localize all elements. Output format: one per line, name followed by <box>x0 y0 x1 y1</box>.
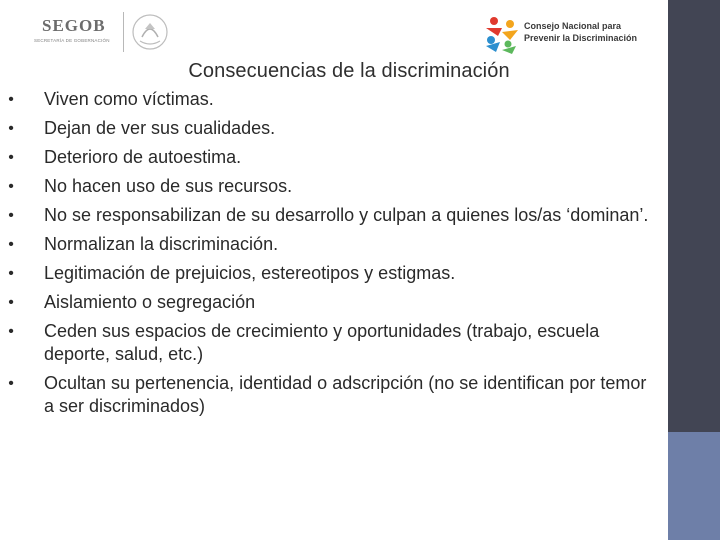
conapred-line-1: Consejo Nacional para <box>524 21 622 31</box>
segob-logo-word: SEGOB <box>42 16 106 35</box>
bullet-item <box>2 88 652 111</box>
right-bar-accent-block <box>668 432 720 540</box>
bullet-icon: • <box>8 91 14 108</box>
conapred-line-2: Prevenir la Discriminación <box>524 33 638 43</box>
bullet-item <box>2 291 652 314</box>
segob-logo-divider <box>123 12 124 52</box>
bullet-icon: • <box>8 323 14 340</box>
slide-title: Consecuencias de la discriminación <box>188 60 510 82</box>
bullet-item <box>2 262 652 285</box>
bullet-item-text: No se responsabilizan de su desarrollo y culpan a quienes los/as ‘dominan’. <box>44 205 649 225</box>
conapred-logo <box>482 12 640 56</box>
segob-logo <box>30 10 175 54</box>
bullet-item <box>2 233 652 256</box>
bullet-icon: • <box>8 120 14 137</box>
bullet-item <box>2 117 652 140</box>
bullet-icon: • <box>8 265 14 282</box>
bullet-icon: • <box>8 294 14 311</box>
bullet-item <box>2 146 652 169</box>
bullet-list <box>2 88 652 424</box>
bullet-item-text: Dejan de ver sus cualidades. <box>44 118 276 138</box>
bullet-item-text: No hacen uso de sus recursos. <box>44 176 293 196</box>
bullet-item-text: Aislamiento o segregación <box>44 292 256 312</box>
bullet-icon: • <box>8 375 14 392</box>
bullet-item <box>2 320 652 366</box>
mexico-coat-of-arms-icon <box>128 11 172 53</box>
bullet-item-text: Normalizan la discriminación. <box>44 234 279 254</box>
bullet-item-text: Deterioro de autoestima. <box>44 147 242 167</box>
bullet-item-text: Ocultan su pertenencia, identidad o adscripción (no se identifican por temor a ser discriminados) <box>44 373 647 416</box>
bullet-icon: • <box>8 178 14 195</box>
bullet-item <box>2 175 652 198</box>
bullet-icon: • <box>8 236 14 253</box>
bullet-item <box>2 372 652 418</box>
conapred-logo-text <box>524 20 637 44</box>
bullet-item-text: Ceden sus espacios de crecimiento y oportunidades (trabajo, escuela deporte, salud, etc.) <box>44 321 600 364</box>
segob-logo-subtitle: SECRETARÍA DE GOBERNACIÓN <box>34 38 110 43</box>
bullet-item <box>2 204 652 227</box>
bullet-item-text: Viven como víctimas. <box>44 89 214 109</box>
bullet-icon: • <box>8 207 14 224</box>
bullet-item-text: Legitimación de prejuicios, estereotipos y estigmas. <box>44 263 456 283</box>
conapred-figures-icon <box>482 14 522 54</box>
bullet-icon: • <box>8 149 14 166</box>
